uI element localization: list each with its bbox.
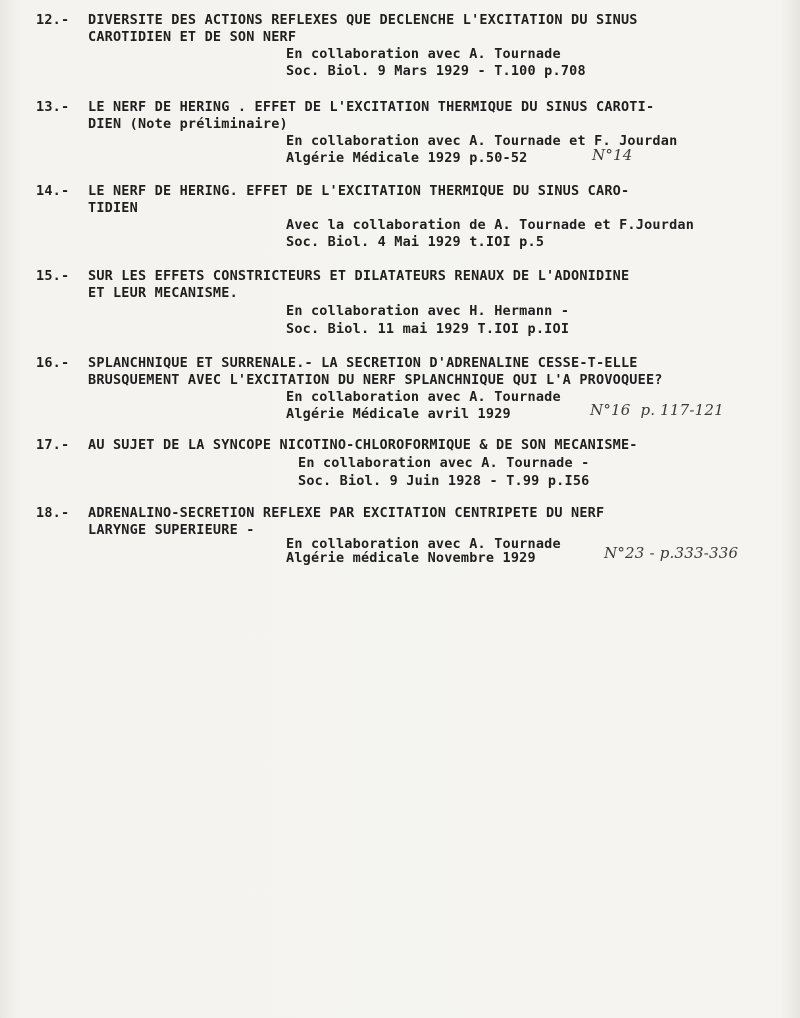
- entry-reference: Algérie médicale Novembre 1929: [286, 550, 536, 566]
- entry-number: 12.-: [36, 12, 70, 28]
- entry-title-line: TIDIEN: [88, 200, 138, 216]
- entry-title-line: LE NERF DE HERING. EFFET DE L'EXCITATION THERMIQUE DU SINUS CARO-: [88, 183, 630, 199]
- entry-reference: Soc. Biol. 11 mai 1929 T.IOI p.IOI: [286, 321, 570, 337]
- entry-collaboration: En collaboration avec A. Tournade -: [298, 455, 590, 471]
- publication-entry-16: [36, 355, 780, 427]
- entry-title-line: DIVERSITE DES ACTIONS REFLEXES QUE DECLENCHE L'EXCITATION DU SINUS: [88, 12, 638, 28]
- handwritten-annotation: N°14: [592, 146, 633, 164]
- entry-number: 14.-: [36, 183, 70, 199]
- entry-title-line: AU SUJET DE LA SYNCOPE NICOTINO-CHLOROFORMIQUE & DE SON MECANISME-: [88, 437, 638, 453]
- entry-title-line: SUR LES EFFETS CONSTRICTEURS ET DILATATEURS RENAUX DE L'ADONIDINE: [88, 268, 630, 284]
- entry-collaboration: En collaboration avec H. Hermann -: [286, 303, 570, 319]
- entry-collaboration: En collaboration avec A. Tournade: [286, 46, 561, 62]
- publication-entry-14: [36, 183, 780, 255]
- entry-number: 17.-: [36, 437, 70, 453]
- reverse-side-bleed-through: [60, 590, 760, 920]
- handwritten-annotation: N°16 p. 117-121: [590, 401, 724, 419]
- entry-collaboration: Avec la collaboration de A. Tournade et F.Jourdan: [286, 217, 695, 233]
- entry-title-line: ADRENALINO-SECRETION REFLEXE PAR EXCITATION CENTRIPETE DU NERF: [88, 505, 605, 521]
- entry-number: 15.-: [36, 268, 70, 284]
- entry-reference: Algérie Médicale 1929 p.50-52: [286, 150, 528, 166]
- entry-title-line: SPLANCHNIQUE ET SURRENALE.- LA SECRETION D'ADRENALINE CESSE-T-ELLE: [88, 355, 638, 371]
- entry-collaboration: En collaboration avec A. Tournade et F. Jourdan: [286, 133, 678, 149]
- publication-entry-17: [36, 437, 780, 497]
- entry-reference: Soc. Biol. 4 Mai 1929 t.IOI p.5: [286, 234, 545, 250]
- entry-title-line: LARYNGE SUPERIEURE -: [88, 522, 255, 538]
- entry-collaboration: En collaboration avec A. Tournade: [286, 536, 561, 552]
- entry-title-line: ET LEUR MECANISME.: [88, 285, 238, 301]
- entry-title-line: DIEN (Note préliminaire): [88, 116, 288, 132]
- entry-number: 16.-: [36, 355, 70, 371]
- entry-title-line: BRUSQUEMENT AVEC L'EXCITATION DU NERF SPLANCHNIQUE QUI L'A PROVOQUEE?: [88, 372, 663, 388]
- entry-reference: Soc. Biol. 9 Juin 1928 - T.99 p.I56: [298, 473, 590, 489]
- entry-number: 13.-: [36, 99, 70, 115]
- publication-entry-18: [36, 505, 780, 577]
- publication-entry-13: [36, 99, 780, 171]
- entry-reference: Algérie Médicale avril 1929: [286, 406, 511, 422]
- entry-number: 18.-: [36, 505, 70, 521]
- entry-title-line: LE NERF DE HERING . EFFET DE L'EXCITATION THERMIQUE DU SINUS CAROTI-: [88, 99, 655, 115]
- publication-entry-12: [36, 12, 780, 84]
- handwritten-annotation: N°23 - p.333-336: [604, 544, 739, 562]
- publication-entry-15: [36, 268, 780, 340]
- entry-title-line: CAROTIDIEN ET DE SON NERF: [88, 29, 297, 45]
- entry-reference: Soc. Biol. 9 Mars 1929 - T.100 p.708: [286, 63, 586, 79]
- entry-collaboration: En collaboration avec A. Tournade: [286, 389, 561, 405]
